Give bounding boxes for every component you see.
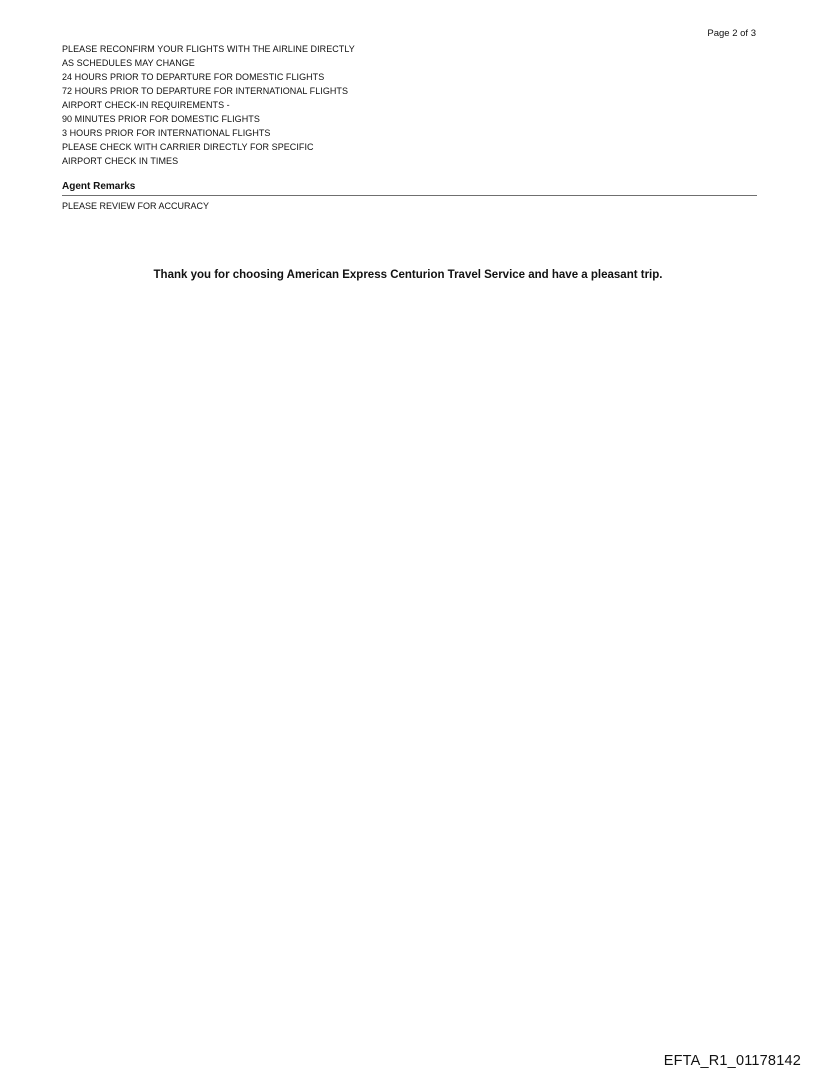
document-id: EFTA_R1_01178142 [663,1053,801,1069]
notice-line: AIRPORT CHECK-IN REQUIREMENTS - [62,100,230,110]
section-divider [62,195,757,196]
notice-line: 90 MINUTES PRIOR FOR DOMESTIC FLIGHTS [62,114,260,124]
page-number: Page 2 of 3 [707,28,756,39]
reconfirm-notice [62,42,355,168]
agent-remarks-heading: Agent Remarks [62,181,136,192]
closing-message: Thank you for choosing American Express Centurion Travel Service and have a pleasant trip. [153,269,663,281]
notice-line: AIRPORT CHECK IN TIMES [62,156,179,166]
notice-line: AS SCHEDULES MAY CHANGE [62,58,195,68]
notice-line: 72 HOURS PRIOR TO DEPARTURE FOR INTERNATIONAL FLIGHTS [62,86,349,96]
notice-line: 3 HOURS PRIOR FOR INTERNATIONAL FLIGHTS [62,128,271,138]
notice-line: PLEASE RECONFIRM YOUR FLIGHTS WITH THE AIRLINE DIRECTLY [62,44,355,54]
notice-line: 24 HOURS PRIOR TO DEPARTURE FOR DOMESTIC FLIGHTS [62,72,325,82]
notice-line: PLEASE CHECK WITH CARRIER DIRECTLY FOR SPECIFIC [62,142,314,152]
agent-remark-text: PLEASE REVIEW FOR ACCURACY [62,201,210,211]
